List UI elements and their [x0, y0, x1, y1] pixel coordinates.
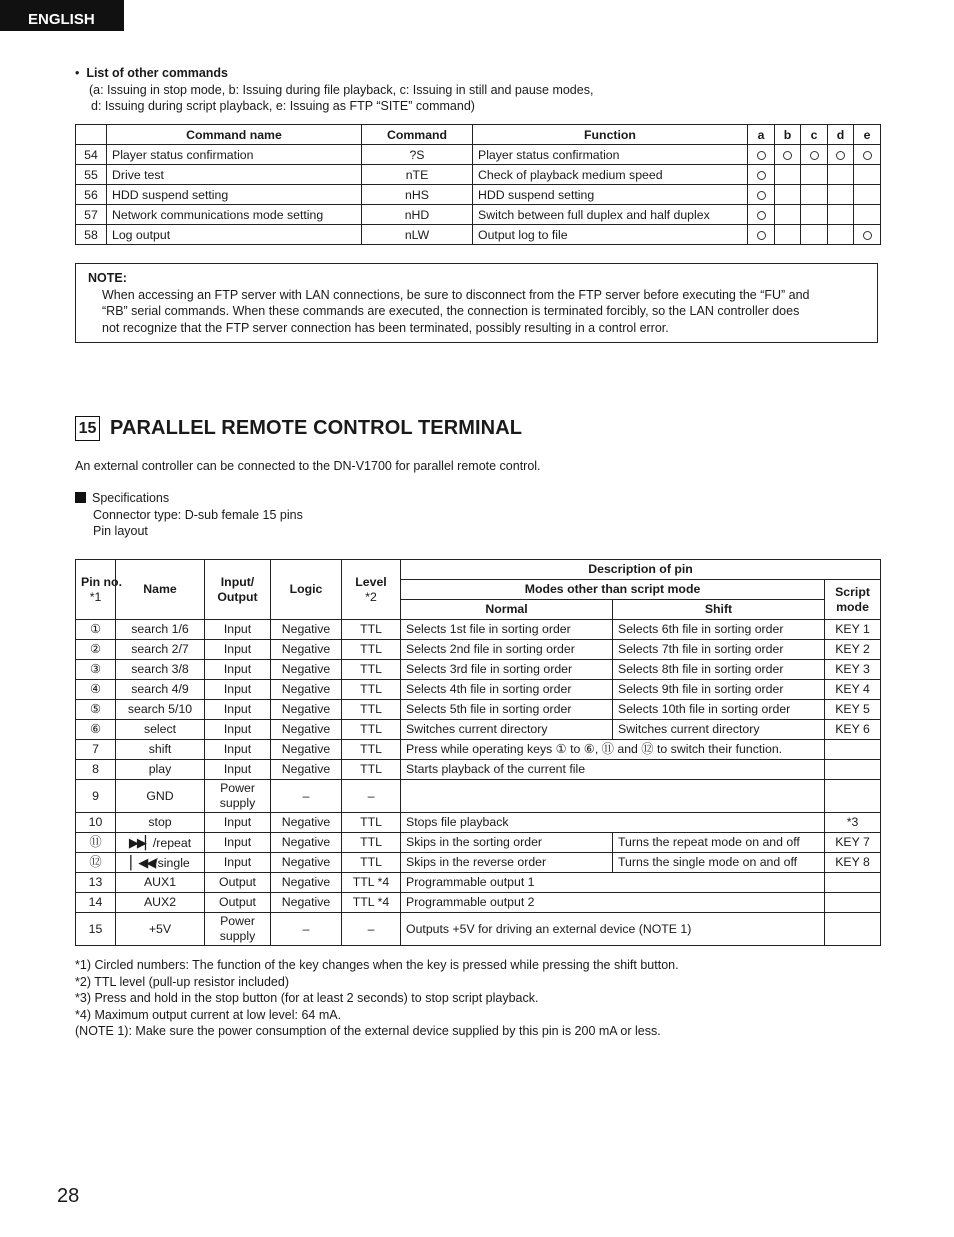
pin-level: TTL: [342, 720, 401, 740]
pin-number: ④: [76, 680, 116, 700]
command-code: nTE: [362, 165, 473, 185]
pin-name: [116, 680, 205, 700]
pin-script-mode: KEY 4: [825, 680, 881, 700]
pin-number: 15: [76, 913, 116, 946]
pin-normal: Switches current directory: [401, 720, 613, 740]
footnote-3: *3) Press and hold in the stop button (for at least 2 seconds) to stop script playback.: [75, 991, 539, 1005]
pin-name: [116, 913, 205, 946]
pin-script-mode: KEY 7: [825, 833, 881, 853]
pin-name: [116, 620, 205, 640]
pin-level: TTL *4: [342, 893, 401, 913]
pin-name-label: search 2/7: [131, 642, 189, 656]
pin-normal: Selects 3rd file in sorting order: [401, 660, 613, 680]
pin-name-label: /repeat: [152, 835, 192, 850]
pin-script-mode: KEY 8: [825, 853, 881, 873]
header-normal: Normal: [401, 600, 613, 620]
mode-d-cell: [828, 165, 854, 185]
command-name: Player status confirmation: [107, 145, 362, 165]
pin-level: TTL *4: [342, 873, 401, 893]
pin-shift: Selects 8th file in sorting order: [613, 660, 825, 680]
pin-shift: Selects 6th file in sorting order: [613, 620, 825, 640]
pin-name: [116, 700, 205, 720]
mode-a-cell: [748, 225, 775, 245]
pin-name: [116, 740, 205, 760]
pin-row: [76, 893, 881, 913]
pin-logic: Negative: [271, 833, 342, 853]
pin-description: [401, 780, 825, 813]
specs-heading: Specifications: [92, 491, 170, 505]
pin-table: [75, 559, 881, 946]
pin-level: TTL: [342, 833, 401, 853]
pin-logic: Negative: [271, 720, 342, 740]
pin-table-body: [76, 620, 881, 946]
pin-level: TTL: [342, 853, 401, 873]
pin-row: [76, 913, 881, 946]
pin-io: Input: [205, 640, 271, 660]
pin-logic: Negative: [271, 680, 342, 700]
pin-normal: Selects 5th file in sorting order: [401, 700, 613, 720]
note-line1: When accessing an FTP server with LAN connections, be sure to disconnect from the FTP server before executing the “FU” and: [102, 287, 810, 302]
page-number: 28: [57, 1185, 80, 1207]
pin-logic: Negative: [271, 893, 342, 913]
pin-shift: Selects 10th file in sorting order: [613, 700, 825, 720]
pin-level: –: [342, 913, 401, 946]
note-title: NOTE:: [88, 271, 127, 285]
circle-mark-icon: [810, 151, 819, 160]
pin-io: Power supply: [205, 913, 271, 946]
note-line3: not recognize that the FTP server connection has been terminated, possibly resulting in a control error.: [102, 320, 669, 335]
footnote-1: *1) Circled numbers: The function of the key changes when the key is pressed while pressing the shift button.: [75, 958, 679, 972]
commands-list-title: • List of other commands: [75, 66, 229, 80]
pin-description: Starts playback of the current file: [401, 760, 825, 780]
pin-shift: Switches current directory: [613, 720, 825, 740]
mode-e-cell: [854, 165, 881, 185]
pin-name: [116, 640, 205, 660]
pin-name: [116, 833, 205, 853]
pin-io: Input: [205, 620, 271, 640]
commands-table: [75, 124, 881, 245]
pin-io: Input: [205, 720, 271, 740]
pin-logic: Negative: [271, 873, 342, 893]
pin-io: Output: [205, 873, 271, 893]
pin-level: TTL: [342, 660, 401, 680]
command-name: HDD suspend setting: [107, 185, 362, 205]
pin-row: [76, 720, 881, 740]
pin-name-label: search 1/6: [131, 622, 189, 636]
pin-name: [116, 720, 205, 740]
footnote-4: *4) Maximum output current at low level: 64 mA.: [75, 1007, 342, 1022]
pin-name-label: GND: [146, 788, 174, 803]
circle-mark-icon: [757, 191, 766, 200]
pin-script-mode: KEY 5: [825, 700, 881, 720]
pin-normal: Selects 2nd file in sorting order: [401, 640, 613, 660]
pin-row: [76, 873, 881, 893]
mode-d-cell: [828, 205, 854, 225]
command-no: 58: [76, 225, 107, 245]
mode-a-cell: [748, 185, 775, 205]
command-code: ?S: [362, 145, 473, 165]
pin-number: ⑪: [76, 833, 116, 853]
command-no: 57: [76, 205, 107, 225]
pin-io: Power supply: [205, 780, 271, 813]
pin-name-label: shift: [148, 742, 172, 756]
command-function: Player status confirmation: [473, 145, 748, 165]
mode-e-cell: [854, 145, 881, 165]
command-function: Check of playback medium speed: [473, 165, 748, 185]
pin-script-mode: [825, 780, 881, 813]
mode-c-cell: [801, 185, 828, 205]
mode-d-cell: [828, 145, 854, 165]
pin-row: [76, 660, 881, 680]
header-modes: Modes other than script mode: [401, 580, 825, 600]
pin-number: ②: [76, 640, 116, 660]
header-no: [76, 125, 107, 145]
mode-b-cell: [775, 165, 801, 185]
pin-logic: Negative: [271, 620, 342, 640]
pin-script-mode: [825, 893, 881, 913]
language-tab: ENGLISH: [0, 0, 124, 31]
command-no: 55: [76, 165, 107, 185]
header-command-name: Command name: [107, 125, 362, 145]
section-description: An external controller can be connected to the DN-V1700 for parallel remote control.: [75, 459, 541, 473]
footnote-note1: (NOTE 1): Make sure the power consumption of the external device supplied by this pin is 200 mA or less.: [75, 1024, 661, 1038]
specs-heading-line: [75, 490, 303, 507]
pin-logic: –: [271, 780, 342, 813]
pin-description: Stops file playback: [401, 813, 825, 833]
pin-logic: Negative: [271, 853, 342, 873]
command-row: [76, 145, 881, 165]
pin-name: [116, 760, 205, 780]
pin-io: Input: [205, 740, 271, 760]
header-a: a: [748, 125, 775, 145]
pin-script-mode: [825, 873, 881, 893]
pin-name-label: AUX2: [143, 895, 177, 909]
commands-table-body: [76, 145, 881, 245]
pin-io: Input: [205, 680, 271, 700]
header-io: Input/ Output: [205, 560, 271, 620]
command-name: Log output: [107, 225, 362, 245]
section-title: PARALLEL REMOTE CONTROL TERMINAL: [110, 417, 523, 439]
pin-number: ③: [76, 660, 116, 680]
pin-shift: Turns the repeat mode on and off: [613, 833, 825, 853]
pin-io: Input: [205, 853, 271, 873]
pin-name: [116, 893, 205, 913]
header-name: Name: [116, 560, 205, 620]
commands-header-row: [76, 125, 881, 145]
circle-mark-icon: [783, 151, 792, 160]
circle-mark-icon: [863, 231, 872, 240]
pin-number: ①: [76, 620, 116, 640]
pin-logic: –: [271, 913, 342, 946]
circle-mark-icon: [757, 151, 766, 160]
command-function: Output log to file: [473, 225, 748, 245]
pin-io: Input: [205, 833, 271, 853]
header-pin-no: Pin no. *1: [76, 560, 116, 620]
mode-d-cell: [828, 185, 854, 205]
header-logic: Logic: [271, 560, 342, 620]
pin-script-mode: [825, 913, 881, 946]
mode-b-cell: [775, 185, 801, 205]
mode-e-cell: [854, 185, 881, 205]
skip-forward-icon: ▶▶▏: [128, 834, 153, 850]
pin-shift: Turns the single mode on and off: [613, 853, 825, 873]
circle-mark-icon: [757, 211, 766, 220]
pin-level: –: [342, 780, 401, 813]
pin-io: Input: [205, 700, 271, 720]
pin-number: ⑫: [76, 853, 116, 873]
command-no: 56: [76, 185, 107, 205]
pin-script-mode: KEY 3: [825, 660, 881, 680]
mode-b-cell: [775, 225, 801, 245]
pin-name-label: play: [148, 762, 172, 776]
pin-logic: Negative: [271, 660, 342, 680]
pin-normal: Skips in the sorting order: [401, 833, 613, 853]
circle-mark-icon: [836, 151, 845, 160]
pin-number: ⑥: [76, 720, 116, 740]
pin-level: TTL: [342, 700, 401, 720]
header-c: c: [801, 125, 828, 145]
specifications: [75, 490, 303, 540]
command-row: [76, 165, 881, 185]
pin-level: TTL: [342, 760, 401, 780]
mode-c-cell: [801, 145, 828, 165]
mode-a-cell: [748, 205, 775, 225]
mode-a-cell: [748, 145, 775, 165]
specs-layout: Pin layout: [93, 524, 148, 538]
pin-description: Programmable output 1: [401, 873, 825, 893]
pin-row: [76, 853, 881, 873]
command-function: Switch between full duplex and half duplex: [473, 205, 748, 225]
pin-level: TTL: [342, 680, 401, 700]
pin-script-mode: KEY 2: [825, 640, 881, 660]
header-script-mode: Script mode: [825, 580, 881, 620]
pin-name-label: search 4/9: [131, 682, 189, 696]
pin-name-label: search 5/10: [127, 702, 193, 716]
pin-io: Input: [205, 760, 271, 780]
pin-io: Input: [205, 813, 271, 833]
pin-script-mode: [825, 760, 881, 780]
note-box: [75, 263, 878, 343]
pin-row: [76, 620, 881, 640]
header-shift: Shift: [613, 600, 825, 620]
command-row: [76, 205, 881, 225]
pin-row: [76, 760, 881, 780]
pin-name-label: /single: [154, 855, 190, 870]
section-number: 15: [75, 416, 100, 441]
mode-a-cell: [748, 165, 775, 185]
mode-b-cell: [775, 205, 801, 225]
bullet: •: [75, 66, 87, 80]
pin-name-label: select: [143, 722, 177, 736]
pin-number: 10: [76, 813, 116, 833]
commands-legend-line1: (a: Issuing in stop mode, b: Issuing during file playback, c: Issuing in still and pause modes,: [89, 82, 594, 97]
pin-normal: Skips in the reverse order: [401, 853, 613, 873]
pin-level: TTL: [342, 813, 401, 833]
pin-script-mode: KEY 6: [825, 720, 881, 740]
pin-name-label: search 3/8: [131, 662, 189, 676]
pin-row: [76, 813, 881, 833]
pin-number: 13: [76, 873, 116, 893]
pin-level: TTL: [342, 640, 401, 660]
pin-script-mode: KEY 1: [825, 620, 881, 640]
pin-row: [76, 680, 881, 700]
header-level: Level *2: [342, 560, 401, 620]
pin-name: [116, 813, 205, 833]
pin-level: TTL: [342, 620, 401, 640]
command-code: nHS: [362, 185, 473, 205]
command-row: [76, 225, 881, 245]
pin-name: [116, 780, 205, 813]
command-code: nHD: [362, 205, 473, 225]
mode-d-cell: [828, 225, 854, 245]
pin-name: [116, 660, 205, 680]
pin-script-mode: *3: [825, 813, 881, 833]
pin-level: TTL: [342, 740, 401, 760]
pin-io: Output: [205, 893, 271, 913]
pin-number: 8: [76, 760, 116, 780]
header-description: Description of pin: [401, 560, 881, 580]
pin-logic: Negative: [271, 700, 342, 720]
skip-back-icon: ▏◀◀: [130, 854, 155, 870]
pin-name: [116, 853, 205, 873]
pin-normal: Selects 4th file in sorting order: [401, 680, 613, 700]
section-heading: [75, 416, 522, 441]
pin-logic: Negative: [271, 740, 342, 760]
pin-header-row-1: [76, 560, 881, 580]
footnote-2: *2) TTL level (pull-up resistor included): [75, 974, 289, 989]
mode-e-cell: [854, 225, 881, 245]
command-code: nLW: [362, 225, 473, 245]
mode-c-cell: [801, 225, 828, 245]
circle-mark-icon: [863, 151, 872, 160]
pin-logic: Negative: [271, 640, 342, 660]
pin-number: 7: [76, 740, 116, 760]
mode-c-cell: [801, 165, 828, 185]
pin-logic: Negative: [271, 760, 342, 780]
pin-number: 9: [76, 780, 116, 813]
header-d: d: [828, 125, 854, 145]
square-bullet-icon: [75, 492, 86, 503]
pin-name-label: +5V: [148, 921, 172, 936]
circle-mark-icon: [757, 171, 766, 180]
pin-name-label: AUX1: [143, 875, 177, 889]
mode-b-cell: [775, 145, 801, 165]
pin-row: [76, 700, 881, 720]
pin-description: Programmable output 2: [401, 893, 825, 913]
pin-script-mode: [825, 740, 881, 760]
pin-number: 14: [76, 893, 116, 913]
pin-row: [76, 640, 881, 660]
pin-row: [76, 833, 881, 853]
command-name: Drive test: [107, 165, 362, 185]
pin-shift: Selects 9th file in sorting order: [613, 680, 825, 700]
pin-name-label: stop: [148, 815, 172, 829]
commands-legend-line2: d: Issuing during script playback, e: Issuing as FTP “SITE” command): [91, 99, 475, 113]
pin-description: Press while operating keys ① to ⑥, ⑪ and ⑫ to switch their function.: [401, 740, 825, 760]
header-command: Command: [362, 125, 473, 145]
pin-normal: Selects 1st file in sorting order: [401, 620, 613, 640]
footnotes: [75, 957, 679, 1040]
circle-mark-icon: [757, 231, 766, 240]
pin-number: ⑤: [76, 700, 116, 720]
note-line2: “RB” serial commands. When these commands are executed, the connection is terminated forcibly, so the LAN controller does: [102, 304, 800, 318]
pin-logic: Negative: [271, 813, 342, 833]
command-function: HDD suspend setting: [473, 185, 748, 205]
command-no: 54: [76, 145, 107, 165]
pin-name: [116, 873, 205, 893]
header-e: e: [854, 125, 881, 145]
commands-intro: [75, 65, 593, 115]
pin-io: Input: [205, 660, 271, 680]
command-row: [76, 185, 881, 205]
pin-description: Outputs +5V for driving an external device (NOTE 1): [401, 913, 825, 946]
mode-e-cell: [854, 205, 881, 225]
command-name: Network communications mode setting: [107, 205, 362, 225]
header-b: b: [775, 125, 801, 145]
mode-c-cell: [801, 205, 828, 225]
pin-row: [76, 780, 881, 813]
specs-connector: Connector type: D-sub female 15 pins: [93, 507, 303, 522]
pin-row: [76, 740, 881, 760]
header-function: Function: [473, 125, 748, 145]
pin-shift: Selects 7th file in sorting order: [613, 640, 825, 660]
